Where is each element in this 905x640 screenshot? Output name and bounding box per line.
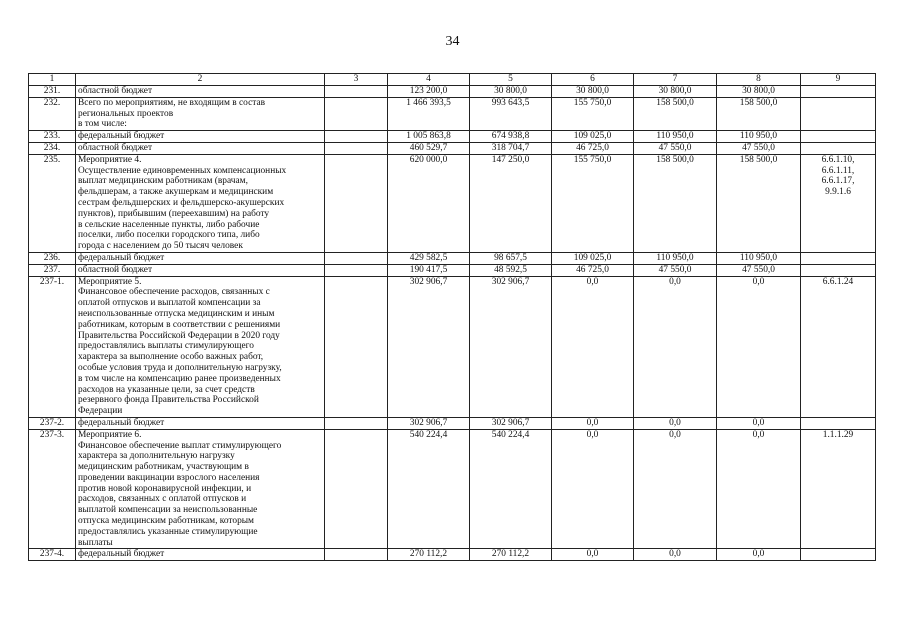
- row-name-line: региональных проектов: [78, 108, 174, 119]
- row-number: 237-1.: [29, 276, 76, 417]
- amount-cell-c4: 1 005 863,8: [388, 131, 470, 143]
- amount-cell-c5: 540 224,4: [470, 429, 552, 549]
- indicator-code: 6.6.1.10,: [821, 154, 855, 165]
- amount-cell-c8: 158 500,0: [717, 97, 801, 130]
- column-3-cell: [325, 252, 388, 264]
- amount-cell-c8: 0,0: [717, 549, 801, 561]
- amount-cell-c4: 540 224,4: [388, 429, 470, 549]
- column-header: 8: [717, 74, 801, 86]
- indicator-codes: [801, 549, 876, 561]
- row-name-line: в сельские населенные пункты, либо рабочие: [78, 219, 260, 230]
- row-number: 234.: [29, 142, 76, 154]
- row-name-line: работникам, которым в соответствии с решениями: [78, 319, 281, 330]
- row-name: [76, 417, 325, 429]
- amount-cell-c8: 110 950,0: [717, 131, 801, 143]
- row-name-line: Всего по мероприятиям, не входящим в состав: [78, 97, 266, 108]
- amount-cell-c4: 270 112,2: [388, 549, 470, 561]
- row-name: [76, 549, 325, 561]
- table-row: [29, 97, 876, 130]
- row-name-line: поселки, либо поселки городского типа, либо: [78, 230, 260, 241]
- amount-cell-c7: 158 500,0: [634, 154, 717, 252]
- column-3-cell: [325, 429, 388, 549]
- amount-cell-c7: 158 500,0: [634, 97, 717, 130]
- indicator-code: 1.1.1.29: [822, 429, 854, 440]
- row-name-line: федеральный бюджет: [78, 549, 165, 560]
- indicator-code: 9.9.1.6: [825, 187, 851, 198]
- row-name-line: Мероприятие 4.: [78, 154, 142, 165]
- amount-cell-c6: 155 750,0: [552, 154, 634, 252]
- indicator-codes: [801, 252, 876, 264]
- column-3-cell: [325, 264, 388, 276]
- indicator-codes: [801, 417, 876, 429]
- amount-cell-c7: 47 550,0: [634, 264, 717, 276]
- row-name-line: медицинским работникам, участвующим в: [78, 462, 249, 473]
- amount-cell-c7: 0,0: [634, 417, 717, 429]
- row-name-line: Осуществление единовременных компенсационных: [78, 165, 287, 176]
- row-name-line: Правительства Российской Федерации в 2020 году: [78, 330, 280, 341]
- row-name: [76, 276, 325, 417]
- row-name-line: Финансовое обеспечение выплат стимулирующего: [78, 440, 282, 451]
- row-name-line: неиспользованные отпуска медицинским и иным: [78, 308, 275, 319]
- amount-cell-c7: 47 550,0: [634, 142, 717, 154]
- table-row: [29, 264, 876, 276]
- table-row: [29, 276, 876, 417]
- amount-cell-c5: 147 250,0: [470, 154, 552, 252]
- table-row: [29, 252, 876, 264]
- column-3-cell: [325, 131, 388, 143]
- indicator-codes: [801, 86, 876, 98]
- row-name: [76, 142, 325, 154]
- indicator-codes: [801, 142, 876, 154]
- indicator-codes: [801, 131, 876, 143]
- row-number: 237.: [29, 264, 76, 276]
- column-3-cell: [325, 417, 388, 429]
- row-number: 231.: [29, 86, 76, 98]
- row-name-line: Мероприятие 5.: [78, 276, 142, 287]
- row-name-line: пунктов), прибывшим (переехавшим) на работу: [78, 208, 270, 219]
- row-name-line: выплат медицинским работникам (врачам,: [78, 176, 248, 187]
- column-3-cell: [325, 276, 388, 417]
- amount-cell-c8: 0,0: [717, 276, 801, 417]
- indicator-code: 6.6.1.17,: [821, 176, 855, 187]
- row-name-line: областной бюджет: [78, 142, 153, 153]
- table-row: [29, 429, 876, 549]
- amount-cell-c5: 302 906,7: [470, 276, 552, 417]
- row-name: [76, 131, 325, 143]
- amount-cell-c7: 110 950,0: [634, 131, 717, 143]
- amount-cell-c6: 46 725,0: [552, 264, 634, 276]
- row-name-line: в том числе на компенсацию ранее произведенных: [78, 373, 281, 384]
- row-name: [76, 86, 325, 98]
- column-3-cell: [325, 86, 388, 98]
- amount-cell-c5: 98 657,5: [470, 252, 552, 264]
- row-name-line: в том числе:: [78, 119, 127, 130]
- amount-cell-c7: 0,0: [634, 276, 717, 417]
- row-name-line: характера за выполнение особо важных работ,: [78, 352, 264, 363]
- row-name-line: Финансовое обеспечение расходов, связанных с: [78, 287, 270, 298]
- row-name-line: федеральный бюджет: [78, 131, 165, 142]
- table-row: [29, 142, 876, 154]
- amount-cell-c6: 109 025,0: [552, 252, 634, 264]
- amount-cell-c4: 123 200,0: [388, 86, 470, 98]
- amount-cell-c6: 30 800,0: [552, 86, 634, 98]
- row-number: 237-3.: [29, 429, 76, 549]
- page-number: 34: [445, 34, 460, 49]
- amount-cell-c8: 0,0: [717, 429, 801, 549]
- row-number: 237-2.: [29, 417, 76, 429]
- row-name-line: оплатой отпусков и выплатой компенсации за: [78, 298, 261, 309]
- amount-cell-c5: 993 643,5: [470, 97, 552, 130]
- amount-cell-c5: 674 938,8: [470, 131, 552, 143]
- amount-cell-c4: 190 417,5: [388, 264, 470, 276]
- column-3-cell: [325, 142, 388, 154]
- amount-cell-c6: 0,0: [552, 549, 634, 561]
- row-name: [76, 429, 325, 549]
- row-name-line: расходов, связанных с оплатой отпусков и: [78, 494, 247, 505]
- budget-table: [28, 73, 876, 561]
- amount-cell-c5: 318 704,7: [470, 142, 552, 154]
- amount-cell-c8: 47 550,0: [717, 264, 801, 276]
- amount-cell-c7: 0,0: [634, 549, 717, 561]
- indicator-codes: [801, 154, 876, 252]
- amount-cell-c6: 0,0: [552, 276, 634, 417]
- row-name-line: особые условия труда и дополнительную нагрузку,: [78, 362, 282, 373]
- amount-cell-c6: 46 725,0: [552, 142, 634, 154]
- column-3-cell: [325, 97, 388, 130]
- row-name-line: города с населением до 50 тысяч человек: [78, 241, 243, 252]
- amount-cell-c6: 0,0: [552, 429, 634, 549]
- row-name-line: Мероприятие 6.: [78, 429, 142, 440]
- amount-cell-c7: 0,0: [634, 429, 717, 549]
- row-number: 237-4.: [29, 549, 76, 561]
- indicator-codes: [801, 97, 876, 130]
- row-name-line: Федерации: [78, 406, 123, 417]
- indicator-codes: [801, 276, 876, 417]
- row-name: [76, 252, 325, 264]
- row-name-line: предоставлялись указанные стимулирующие: [78, 526, 258, 537]
- amount-cell-c4: 1 466 393,5: [388, 97, 470, 130]
- row-name-line: областной бюджет: [78, 86, 153, 96]
- column-header: 4: [388, 74, 470, 86]
- amount-cell-c5: 48 592,5: [470, 264, 552, 276]
- row-name-line: отпуска медицинским работникам, которым: [78, 516, 254, 527]
- row-number: 233.: [29, 131, 76, 143]
- amount-cell-c8: 158 500,0: [717, 154, 801, 252]
- table-row: [29, 417, 876, 429]
- column-header: 6: [552, 74, 634, 86]
- row-number: 236.: [29, 252, 76, 264]
- amount-cell-c4: 620 000,0: [388, 154, 470, 252]
- row-name: [76, 264, 325, 276]
- table-row: [29, 86, 876, 98]
- amount-cell-c6: 109 025,0: [552, 131, 634, 143]
- row-name: [76, 97, 325, 130]
- row-name-line: выплатой компенсации за неиспользованные: [78, 505, 258, 516]
- row-name-line: проведении вакцинации взрослого населения: [78, 472, 260, 483]
- column-header: 1: [29, 74, 76, 86]
- row-name-line: характера за дополнительную нагрузку: [78, 451, 235, 462]
- indicator-code: 6.6.1.11,: [821, 165, 855, 176]
- column-3-cell: [325, 549, 388, 561]
- row-name: [76, 154, 325, 252]
- row-name-line: сестрам фельдшерских и фельдшерско-акушерских: [78, 197, 285, 208]
- column-header: 7: [634, 74, 717, 86]
- column-number-row: [29, 74, 876, 86]
- indicator-code: 6.6.1.24: [822, 276, 854, 287]
- row-name-line: федеральный бюджет: [78, 252, 165, 263]
- row-name-line: федеральный бюджет: [78, 417, 165, 428]
- amount-cell-c5: 30 800,0: [470, 86, 552, 98]
- row-name-line: расходов на указанные цели, за счет средств: [78, 384, 255, 395]
- amount-cell-c5: 302 906,7: [470, 417, 552, 429]
- amount-cell-c4: 460 529,7: [388, 142, 470, 154]
- amount-cell-c5: 270 112,2: [470, 549, 552, 561]
- amount-cell-c7: 30 800,0: [634, 86, 717, 98]
- table-row: [29, 154, 876, 252]
- row-number: 232.: [29, 97, 76, 130]
- column-header: 5: [470, 74, 552, 86]
- row-name-line: резервного фонда Правительства Российской: [78, 395, 259, 406]
- amount-cell-c8: 30 800,0: [717, 86, 801, 98]
- column-3-cell: [325, 154, 388, 252]
- row-name-line: областной бюджет: [78, 264, 153, 275]
- row-name-line: выплаты: [78, 537, 113, 548]
- amount-cell-c6: 155 750,0: [552, 97, 634, 130]
- row-name-line: фельдшерам, а также акушеркам и медицинским: [78, 187, 274, 198]
- amount-cell-c7: 110 950,0: [634, 252, 717, 264]
- amount-cell-c4: 302 906,7: [388, 276, 470, 417]
- column-header: 2: [76, 74, 325, 86]
- amount-cell-c8: 110 950,0: [717, 252, 801, 264]
- amount-cell-c8: 47 550,0: [717, 142, 801, 154]
- amount-cell-c4: 302 906,7: [388, 417, 470, 429]
- column-header: 3: [325, 74, 388, 86]
- indicator-codes: [801, 264, 876, 276]
- column-header: 9: [801, 74, 876, 86]
- amount-cell-c8: 0,0: [717, 417, 801, 429]
- row-name-line: против новой коронавирусной инфекции, и: [78, 483, 252, 494]
- indicator-codes: [801, 429, 876, 549]
- table-row: [29, 131, 876, 143]
- table-row: [29, 549, 876, 561]
- amount-cell-c4: 429 582,5: [388, 252, 470, 264]
- row-name-line: предоставлялись выплаты стимулирующего: [78, 341, 254, 352]
- amount-cell-c6: 0,0: [552, 417, 634, 429]
- row-number: 235.: [29, 154, 76, 252]
